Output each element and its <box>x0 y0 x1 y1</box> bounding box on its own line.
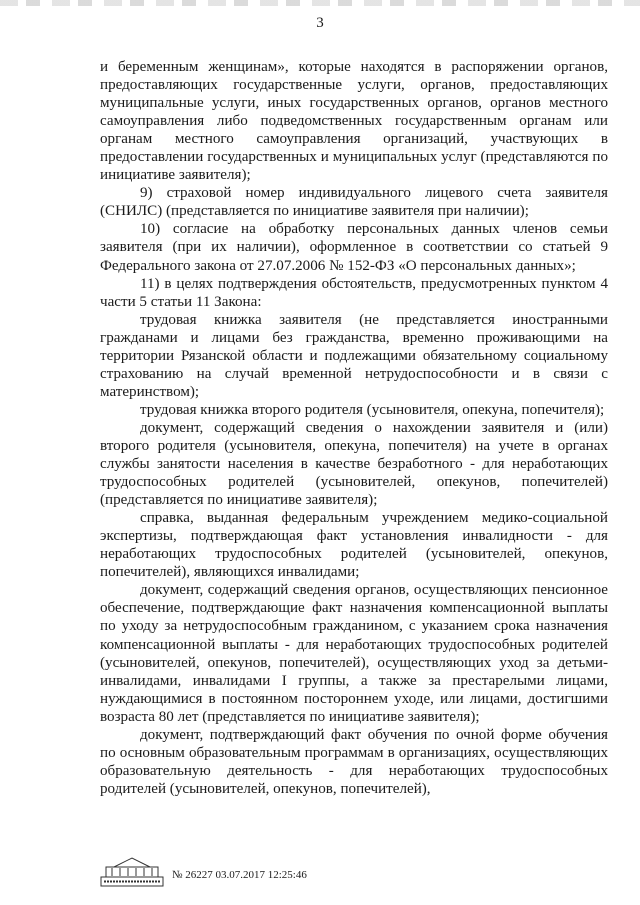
doc-reference: № 26227 <box>172 869 213 881</box>
paragraph: документ, содержащий сведения органов, осуществляющих пенсионное обеспечение, подтверждающие факт назначения компенсационной выплаты по уходу за нетрудоспособным гражданином, с указанием срока назначения компенсационной выплаты - для неработающих трудоспособных родителей (усыновителей, опекунов, попечителей), осуществляющих уход за детьми-инвалидами, инвалидами I группы, а также за престарелыми лицами, нуждающимися в постоянном постороннем уходе, или лицами, достигшими возраста 80 лет (представляется по инициативе заявителя); <box>100 582 608 725</box>
scan-edge-artifact <box>0 0 640 6</box>
paragraph: и беременным женщинам», которые находятся в распоряжении органов, предоставляющих государственные услуги, органов, предоставляющих муниципальные услуги, иных государственных органов, органов местного самоуправления либо подведомственных государственным органам или органам местного самоуправления организаций, участвующих в предоставлении государственных и муниципальных услуг (представляются по инициативе заявителя); <box>100 59 608 184</box>
paragraph: документ, подтверждающий факт обучения по очной форме обучения по основным образовательным программам в организациях, осуществляющих образовательную деятельность - для неработающих трудоспособных родителей (усыновителей, опекунов, попечителей), <box>100 726 608 797</box>
paragraph: справка, выданная федеральным учреждением медико-социальной экспертизы, подтверждающая факт установления инвалидности - для неработающих трудоспособных родителей (усыновителей, опекунов, попечителей), являющихся инвалидами; <box>100 510 608 581</box>
paragraph: документ, содержащий сведения о нахождении заявителя и (или) второго родителя (усыновителя, опекуна, попечителя) на учете в органах службы занятости населения в качестве безработного - для неработающих трудоспособных родителей (усыновителей, опекунов, попечителей) (представляется по инициативе заявителя); <box>100 419 608 509</box>
document-body <box>100 58 608 798</box>
paragraph: 11) в целях подтверждения обстоятельств, предусмотренных пунктом 4 части 5 статьи 11 Закона: <box>100 275 608 310</box>
paragraph: 10) согласие на обработку персональных данных членов семьи заявителя (при их наличии), оформленное в соответствии со статьей 9 Федерального закона от 27.07.2006 № 152-ФЗ «О персональных данных»; <box>100 221 608 274</box>
registration-stamp-text <box>172 869 307 887</box>
paragraph: трудовая книжка второго родителя (усыновителя, опекуна, попечителя); <box>140 401 605 418</box>
page-number: 3 <box>316 15 324 31</box>
paragraph: трудовая книжка заявителя (не представляется иностранными гражданами и лицами без гражданства, временно проживающими на территории Рязанской области и подлежащими обязательному социальному страхованию на случай временной нетрудоспособности и в связи с материнством); <box>100 311 608 400</box>
paragraph: 9) страховой номер индивидуального лицевого счета заявителя (СНИЛС) (представляется по инициативе заявителя при наличии); <box>100 185 608 220</box>
timestamp: 03.07.2017 12:25:46 <box>215 869 307 881</box>
document-footer <box>100 855 307 887</box>
registry-building-stamp-icon <box>100 855 164 887</box>
